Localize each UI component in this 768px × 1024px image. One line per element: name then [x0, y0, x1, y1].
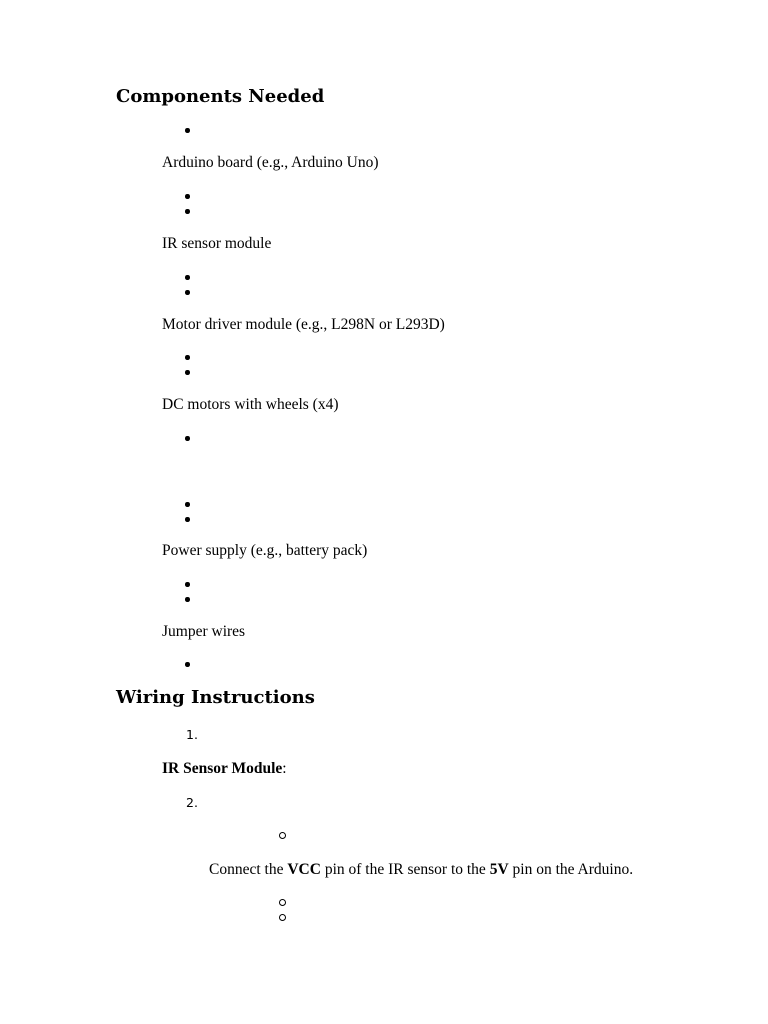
- list-bullet: [185, 128, 190, 133]
- list-bullet: [185, 502, 190, 507]
- list-bullet: [185, 275, 190, 280]
- component-item: IR sensor module: [162, 235, 272, 252]
- list-bullet: [185, 662, 190, 667]
- list-bullet: [185, 436, 190, 441]
- instruction-text: pin on the Arduino.: [508, 861, 634, 878]
- instruction-text: pin of the IR sensor to the: [320, 861, 490, 878]
- list-number: 1.: [186, 727, 198, 742]
- sub-list-marker: [279, 899, 286, 906]
- list-bullet: [185, 355, 190, 360]
- component-item: DC motors with wheels (x4): [162, 396, 339, 413]
- component-item: Jumper wires: [162, 623, 246, 640]
- components-heading: Components Needed: [116, 86, 325, 107]
- wiring-instruction: [209, 861, 633, 879]
- list-bullet: [185, 597, 190, 602]
- list-bullet: [185, 194, 190, 199]
- instruction-text: Connect the: [209, 861, 288, 878]
- wiring-heading: Wiring Instructions: [116, 687, 315, 708]
- vcc-pin-label: VCC: [287, 861, 321, 878]
- component-item: Arduino board (e.g., Arduino Uno): [162, 154, 379, 171]
- list-bullet: [185, 517, 190, 522]
- 5v-pin-label: 5V: [489, 861, 509, 878]
- list-bullet: [185, 290, 190, 295]
- sub-list-marker: [279, 832, 286, 839]
- list-bullet: [185, 582, 190, 587]
- wiring-step-label: [162, 760, 287, 778]
- sub-list-marker: [279, 914, 286, 921]
- list-bullet: [185, 209, 190, 214]
- component-item: Power supply (e.g., battery pack): [162, 542, 368, 559]
- label-colon: :: [282, 760, 287, 777]
- ir-sensor-module-label: IR Sensor Module: [162, 760, 283, 777]
- list-number: 2.: [186, 795, 198, 810]
- component-item: Motor driver module (e.g., L298N or L293D): [162, 316, 445, 333]
- list-bullet: [185, 370, 190, 375]
